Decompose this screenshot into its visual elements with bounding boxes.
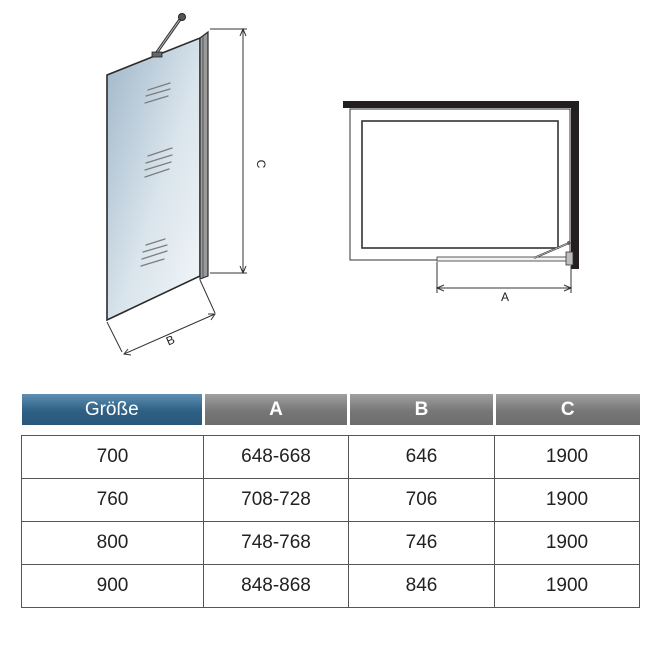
dimension-a	[437, 262, 571, 293]
cell-size: 900	[22, 565, 204, 608]
header-c: C	[495, 394, 640, 425]
glass-panel	[107, 38, 200, 320]
cell-b: 646	[349, 436, 495, 479]
header-a: A	[204, 394, 349, 425]
size-table	[21, 394, 640, 608]
cell-a: 848-868	[204, 565, 349, 608]
dimension-a-label: A	[500, 290, 510, 304]
cell-a: 648-668	[204, 436, 349, 479]
dimension-c-label: C	[254, 159, 268, 169]
table-header-row	[22, 394, 640, 425]
cell-c: 1900	[495, 565, 640, 608]
top-view	[343, 101, 579, 304]
wall-profile	[200, 32, 208, 279]
cell-c: 1900	[495, 522, 640, 565]
table-row	[22, 479, 640, 522]
cell-b: 706	[349, 479, 495, 522]
cell-c: 1900	[495, 479, 640, 522]
header-size: Größe	[22, 394, 204, 425]
table-row	[22, 436, 640, 479]
wall-top	[343, 101, 579, 108]
cell-b: 846	[349, 565, 495, 608]
cell-b: 746	[349, 522, 495, 565]
header-b: B	[349, 394, 495, 425]
panel-perspective-view	[107, 14, 268, 356]
cell-size: 800	[22, 522, 204, 565]
dimension-b-label: B	[163, 332, 177, 349]
wall-right	[571, 101, 579, 269]
table-row	[22, 522, 640, 565]
cell-size: 700	[22, 436, 204, 479]
cell-a: 748-768	[204, 522, 349, 565]
shower-tray-outer	[350, 109, 570, 260]
table-row	[22, 565, 640, 608]
cell-a: 708-728	[204, 479, 349, 522]
dimension-c	[210, 29, 247, 273]
cell-c: 1900	[495, 436, 640, 479]
cell-size: 760	[22, 479, 204, 522]
